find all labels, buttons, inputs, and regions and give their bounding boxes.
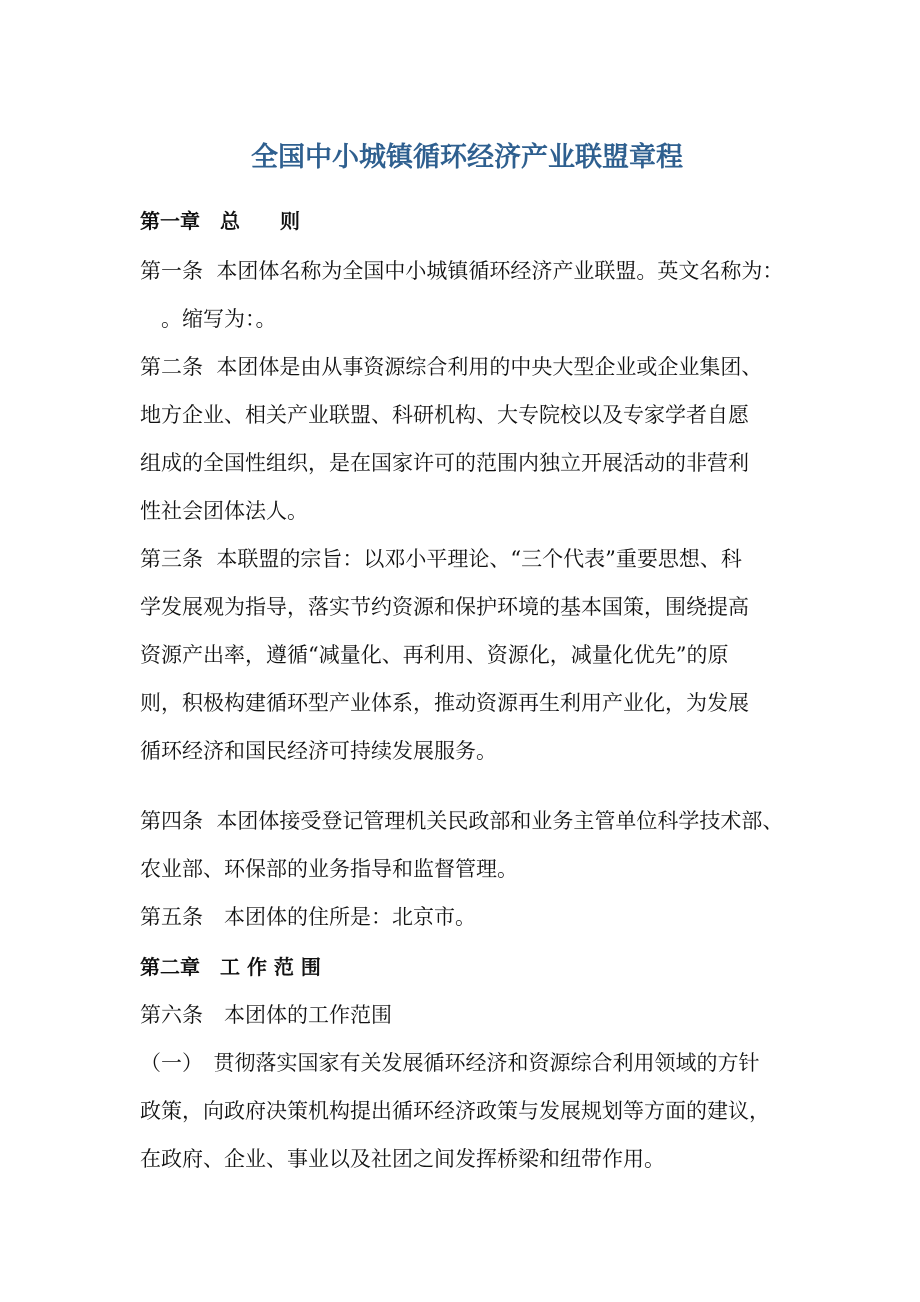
article-2-line-4: 性社会团体法人。: [140, 499, 308, 523]
article-3-line-5: 循环经济和国民经济可持续发展服务。: [140, 739, 497, 763]
article-1-line-1: 第一条 本团体名称为全国中小城镇循环经济产业联盟。英文名称为：: [140, 259, 784, 283]
article-2-line-1: 第二条 本团体是由从事资源综合利用的中央大型企业或企业集团、: [140, 355, 763, 379]
article-3-line-4: 则，积极构建循环型产业体系，推动资源再生利用产业化，为发展: [140, 691, 749, 715]
article-3-line-3: 资源产出率，遵循“减量化、再利用、资源化，减量化优先”的原: [140, 643, 729, 667]
article-3-line-1: 第三条 本联盟的宗旨：以邓小平理论、“三个代表”重要思想、科: [140, 547, 742, 571]
clause-1-line-1: （一） 贯彻落实国家有关发展循环经济和资源综合利用领域的方针: [140, 1051, 760, 1075]
article-3-line-2: 学发展观为指导，落实节约资源和保护环境的基本国策，围绕提高: [140, 595, 749, 619]
clause-1-line-2: 政策，向政府决策机构提出循环经济政策与发展规划等方面的建议，: [140, 1099, 770, 1123]
article-4-line-1: 第四条 本团体接受登记管理机关民政部和业务主管单位科学技术部、: [140, 809, 784, 833]
clause-1-line-3: 在政府、企业、事业以及社团之间发挥桥梁和纽带作用。: [140, 1147, 665, 1171]
document-title: 全国中小城镇循环经济产业联盟章程: [251, 142, 683, 173]
article-5-line-1: 第五条 本团体的住所是：北京市。: [140, 905, 476, 929]
article-6-line-1: 第六条 本团体的工作范围: [140, 1003, 392, 1027]
article-4-line-2: 农业部、环保部的业务指导和监督管理。: [140, 857, 518, 881]
chapter-heading-2: 第二章 工 作 范 围: [140, 955, 321, 979]
chapter-heading-1: 第一章 总 则: [140, 209, 300, 233]
article-2-line-3: 组成的全国性组织，是在国家许可的范围内独立开展活动的非营利: [140, 451, 749, 475]
article-2-line-2: 地方企业、相关产业联盟、科研机构、大专院校以及专家学者自愿: [140, 403, 749, 427]
article-1-line-2: 。缩写为：。: [140, 307, 277, 331]
